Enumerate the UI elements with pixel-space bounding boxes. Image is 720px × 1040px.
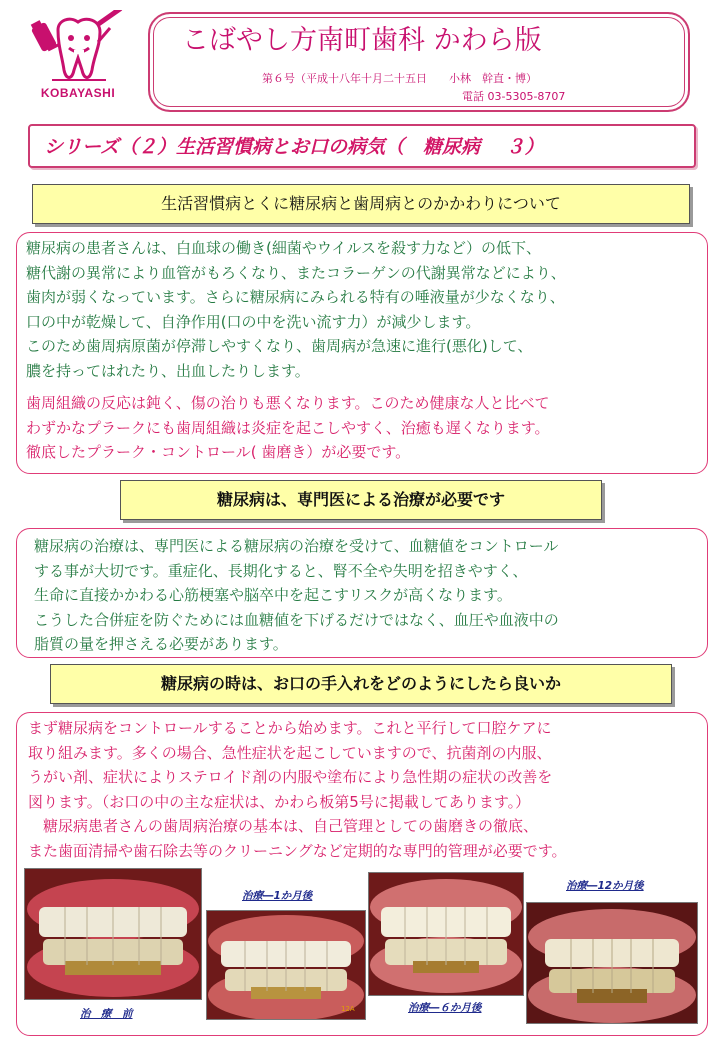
text-line: 口の中が乾燥して、自浄作用(口の中を洗い流す力）が減少します。 <box>26 312 481 331</box>
text-line: 取り組みます。多くの場合、急性症状を起こしていますので、抗菌剤の内服、 <box>28 743 552 762</box>
caption-before: 治 療 前 <box>80 1008 133 1020</box>
text-line: 糖代謝の異常により血管がもろくなり、またコラーゲンの代謝異常などにより、 <box>26 263 566 282</box>
toothbrush-icon <box>96 10 123 27</box>
text-line: 徹底したプラーク・コントロール( 歯磨き）が必要です。 <box>26 443 411 461</box>
text-line: 生命に直接かかわる心筋梗塞や脳卒中を起こすリスクが高くなります。 <box>34 586 512 604</box>
text-line: 膿を持ってはれたり、出血したりします。 <box>26 361 310 380</box>
text-line: また歯面清掃や歯石除去等のクリーニングなど定期的な専門的管理が必要です。 <box>28 841 567 860</box>
text-line: 脂質の量を押さえる必要があります。 <box>34 635 288 653</box>
section2-heading: 糖尿病は、専門医による治療が必要です <box>120 480 602 520</box>
text-line: 糖尿病患者さんの歯周病治療の基本は、自己管理としての歯磨きの徹底、 <box>28 817 539 835</box>
section1-heading: 生活習慣病とくに糖尿病と歯周病とのかかわりについて <box>32 184 690 224</box>
section2-text <box>34 534 559 657</box>
text-line: 歯周組織の反応は鈍く、傷の治りも悪くなります。このため健康な人と比べて <box>26 394 550 412</box>
series-title: シリーズ（２）生活習慣病とお口の病気（ 糖尿病 ３） <box>44 136 544 158</box>
photo-stamp: 12A <box>341 1005 355 1013</box>
text-line: 図ります。（お口の中の主な症状は、かわら板第5号に掲載してあります。） <box>28 792 531 811</box>
section1-green-text <box>26 236 566 383</box>
text-line: 糖尿病の患者さんは、白血球の働き(細菌やウイルスを殺す力など）の低下、 <box>26 239 541 257</box>
text-line: こうした合併症を防ぐためには血糖値を下げるだけではなく、血圧や血液中の <box>34 610 559 629</box>
text-line: まず糖尿病をコントロールすることから始めます。これと平行して口腔ケアに <box>28 719 552 737</box>
photo-12-months <box>526 902 698 1024</box>
photo-6-months <box>368 872 524 996</box>
text-line: うがい剤、症状によりステロイド剤の内服や塗布により急性期の症状の改善を <box>28 768 553 786</box>
photo-before-treatment <box>24 868 202 1000</box>
text-line: わずかなプラークにも歯周組織は炎症を起こしやすく、治癒も遅くなります。 <box>26 418 550 437</box>
section3-text <box>28 716 567 863</box>
text-line: 歯肉が弱くなっています。さらに糖尿病にみられる特有の唾液量が少なくなり、 <box>26 288 565 306</box>
text-line: このため歯周病原菌が停滞しやすくなり、歯周病が急速に進行(悪化)して、 <box>26 337 533 355</box>
tooth-mascot-icon <box>22 10 134 90</box>
section1-pink-text <box>26 391 550 465</box>
text-line: 糖尿病の治療は、専門医による糖尿病の治療を受けて、血糖値をコントロール <box>34 537 559 555</box>
caption-12-months: 治療―12か月後 <box>566 880 644 892</box>
text-line: する事が大切です。重症化、長期化すると、腎不全や失明を招きやすく、 <box>34 561 528 580</box>
caption-6-months: 治療―６か月後 <box>408 1002 482 1014</box>
phone-number: 電話 03-5305-8707 <box>462 90 566 103</box>
newsletter-title: こばやし方南町歯科 かわら版 <box>182 25 542 56</box>
issue-line: 第６号（平成十八年十月二十五日 小林 幹直・博） <box>262 72 537 85</box>
caption-1-month: 治療―1か月後 <box>242 890 313 902</box>
logo-text: KOBAYASHI <box>40 86 116 100</box>
section3-heading: 糖尿病の時は、お口の手入れをどのようにしたら良いか <box>50 664 672 704</box>
photo-1-month <box>206 910 366 1020</box>
